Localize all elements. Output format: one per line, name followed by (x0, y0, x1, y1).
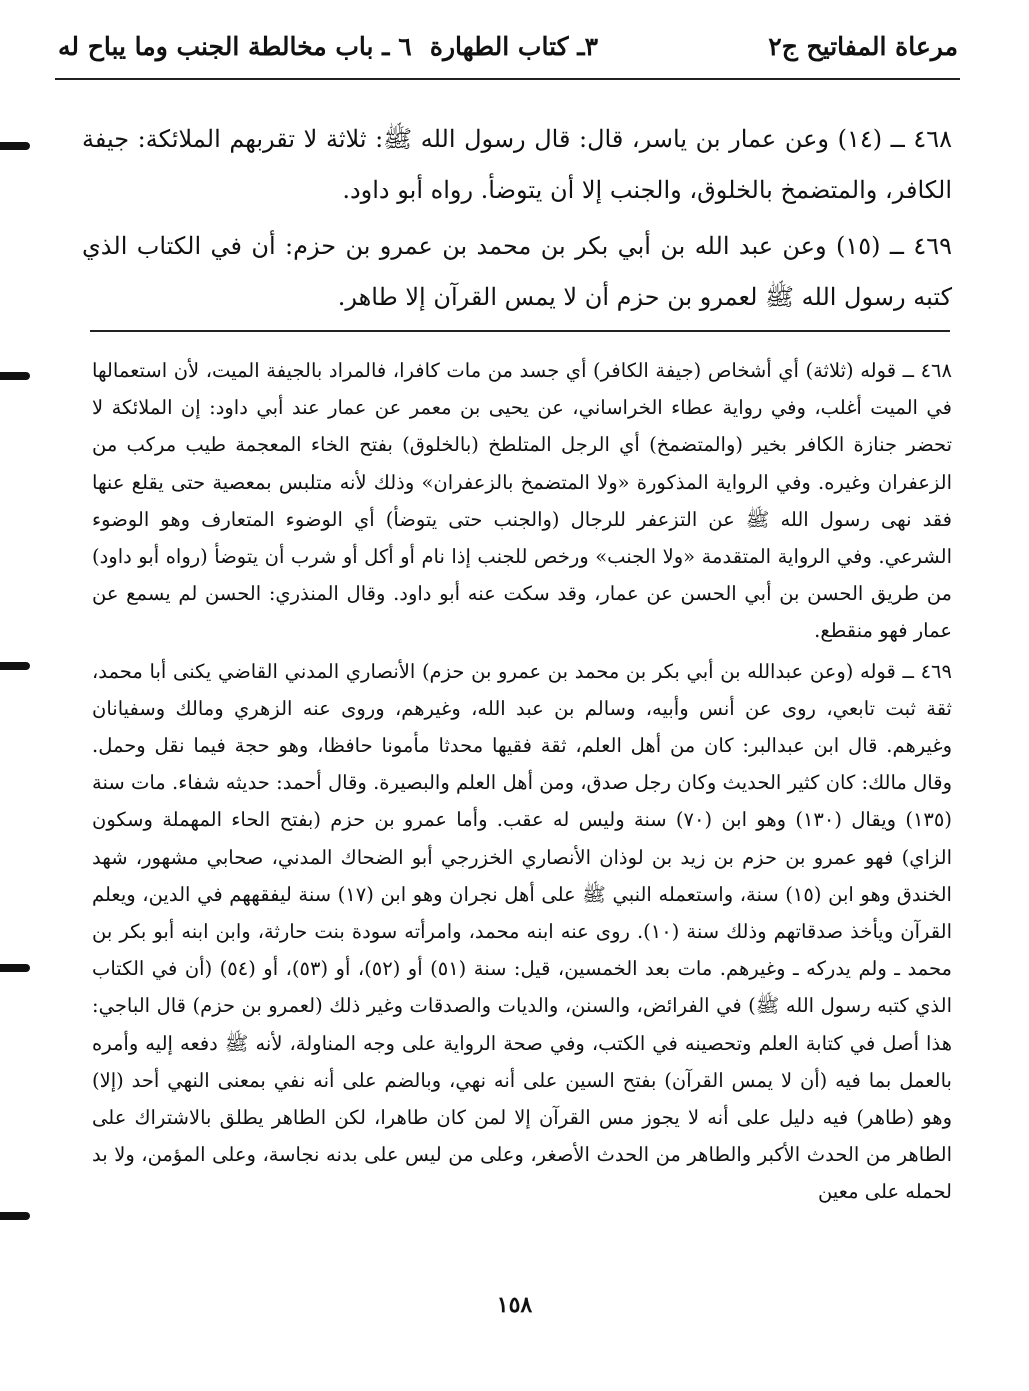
page-number: ١٥٨ (496, 1292, 533, 1318)
commentary-468: ٤٦٨ ــ قوله (ثلاثة) أي أشخاص (جيفة الكافر) أي جسد من مات كافرا، فالمراد بالجيفة الميت، لأن استعمالها في الميت أغلب، وفي رواية عطاء الخراساني، عن يحيى بن معمر عن عمار عند أبي داود: إن الملائكة لا تحضر جنازة الكافر بخير (والمتضمخ) أي الرجل المتلطخ (بالخلوق) بفتح الخاء المعجمة طيب مركب من الزعفران وغيره. وفي الرواية المذكورة «ولا المتضمخ بالزعفران» وذلك لأنه متلبس بمعصية حتى يقلع عنها فقد نهى رسول الله ﷺ عن التزعفر للرجال (والجنب حتى يتوضأ) أي الوضوء المتعارف وهو الوضوء الشرعي. وفي الرواية المتقدمة «ولا الجنب» ورخص للجنب إذا نام أو أكل أو شرب أن يتوضأ (رواه أبو داود) من طريق الحسن بن أبي الحسن عن عمار، وقد سكت عنه أبو داود. وقال المنذري: الحسن لم يسمع عن عمار فهو منقطع. (92, 359, 952, 643)
running-header (58, 26, 958, 74)
header-kitab-title: ٣ـ كتاب الطهارة (429, 32, 598, 61)
scan-margin-mark (0, 142, 30, 150)
scan-margin-mark (0, 1212, 30, 1220)
scan-margin-mark (0, 964, 30, 972)
hadith-468-text: ٤٦٨ ــ (١٤) وعن عمار بن ياسر، قال: قال رسول الله ﷺ: ثلاثة لا تقربهم الملائكة: جيفة الكافر، والمتضمخ بالخلوق، والجنب إلا أن يتوضأ. رواه أبو داود. (82, 125, 952, 204)
header-rule (55, 78, 960, 80)
section-rule (90, 330, 950, 332)
commentary-469: ٤٦٩ ــ قوله (وعن عبدالله بن أبي بكر بن محمد بن عمرو بن حزم) الأنصاري المدني القاضي يكنى أبا محمد، ثقة ثبت تابعي، روى عن أنس وأبيه، وسالم بن عبد الله، وغيرهم، وروى عنه الزهري ومالك وسفيانان وغيرهم. قال ابن عبدالبر: كان من أهل العلم، ثقة فقيها محدثا مأمونا حافظا، وهو حجة فيما نقل وحمل. وقال مالك: كان كثير الحديث وكان رجل صدق، ومن أهل العلم والبصيرة. وقال أحمد: حديثه شفاء. مات سنة (١٣٥) ويقال (١٣٠) وهو ابن (٧٠) سنة وليس له عقب. وأما عمرو بن حزم (بفتح الحاء المهملة وسكون الزاي) فهو عمرو بن حزم بن زيد بن لوذان الأنصاري الخزرجي أبو الضحاك المدني، صحابي مشهور، شهد الخندق وهو ابن (١٥) سنة، واستعمله النبي ﷺ على أهل نجران وهو ابن (١٧) سنة ليفقههم في الدين، ويعلم القرآن ويأخذ صدقاتهم وذلك سنة (١٠). روى عنه ابنه محمد، وامرأته سودة بنت حارثة، وابن ابنه أبو بكر بن محمد ـ ولم يدركه ـ وغيرهم. مات بعد الخمسين، قيل: سنة (٥١) أو (٥٢)، أو (٥٣)، أو (٥٤) (أن في الكتاب الذي كتبه رسول الله ﷺ) في الفرائض، والسنن، والديات والصدقات وغير ذلك (لعمرو بن حزم) قال الباجي: هذا أصل في كتابة العلم وتحصينه في الكتب، وفي صحة الرواية على وجه المناولة، لأنه ﷺ دفعه إليه وأمره بالعمل بما فيه (أن لا يمس القرآن) بفتح السين على أنه نهي، وبالضم على أنه نفي بمعنى النهي أحد (إلا) وهو (طاهر) فيه دليل على أنه لا يجوز مس القرآن إلا لمن كان طاهرا، لكن الطاهر يطلق بالاشتراك على الطاهر من الحدث الأكبر والطاهر من الحدث الأصغر، وعلى من ليس على بدنه نجاسة، وعلى المؤمن، ولا بد لحمله على معين (92, 659, 953, 1204)
scan-margin-mark (0, 662, 30, 670)
hadith-469-text: ٤٦٩ ــ (١٥) وعن عبد الله بن أبي بكر بن محمد بن عمرو بن حزم: أن في الكتاب الذي كتبه رسول الله ﷺ لعمرو بن حزم أن لا يمس القرآن إلا طاهر. (82, 232, 952, 311)
header-bab-title: ٦ ـ باب مخالطة الجنب وما يباح له (58, 32, 412, 61)
scan-margin-mark (0, 372, 30, 380)
commentary-block (92, 352, 952, 1211)
header-book-title: مرعاة المفاتيح ج٢ (768, 32, 958, 61)
